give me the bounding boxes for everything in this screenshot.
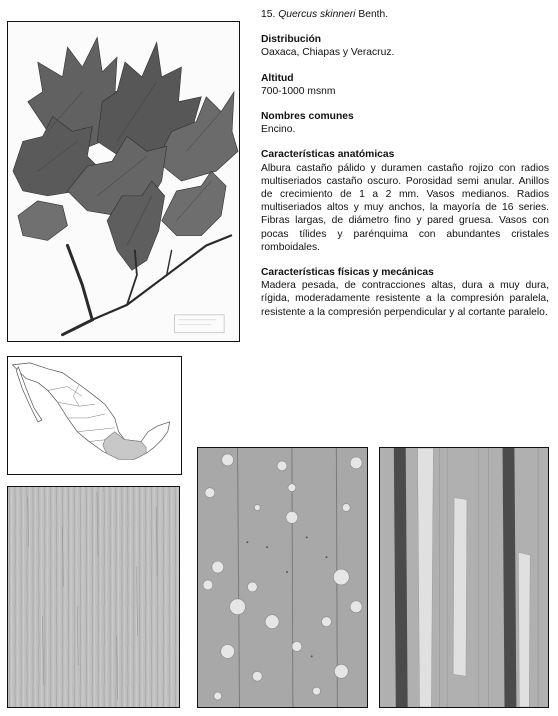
herbarium-specimen-image — [7, 21, 240, 342]
physical-heading: Características físicas y mecánicas — [261, 267, 434, 279]
anatomical-text: Albura castaño pálido y duramen castaño rojizo con radios multiseriados castaño oscuro. Porosidad semi anular. Anillos de crecimiento de 1 a 2 mm. Vasos medianos. Radios multiseriados altos y muy anchos, la mayoría de 16 series. Fibras largas, de diámetro fino y pared gruesa. Vasos con pocas tílides y parénquima con abundantes cristales romboidales. — [261, 162, 549, 253]
distribution-map — [7, 356, 182, 475]
tangential-texture — [8, 487, 179, 707]
species-number: 15. — [261, 9, 276, 20]
species-name: Quercus skinneri — [278, 9, 356, 20]
mexico-map-illustration — [8, 357, 181, 474]
distribution-text: Oaxaca, Chiapas y Veracruz. — [261, 47, 395, 59]
species-title — [261, 8, 549, 21]
altitude-heading: Altitud — [261, 72, 294, 84]
transverse-texture — [198, 448, 367, 707]
anatomical-heading: Características anatómicas — [261, 149, 395, 161]
common-names-text: Encino. — [261, 124, 296, 136]
radial-texture — [380, 448, 548, 707]
physical-text: Madera pesada, de contracciones altas, dura a muy dura, rígida, moderadamente resistente a la compresión paralela, resistente a la compresión perpendicular y al cortante paralelo. — [261, 280, 549, 318]
species-author: Benth. — [358, 9, 389, 20]
common-names-heading: Nombres comunes — [261, 111, 354, 123]
wood-transverse-image — [197, 447, 368, 708]
leaf-illustration — [8, 22, 239, 341]
species-description — [261, 8, 549, 319]
altitude-text: 700-1000 msnm — [261, 85, 336, 97]
wood-tangential-image — [7, 486, 180, 708]
distribution-heading: Distribución — [261, 34, 322, 46]
wood-radial-image — [379, 447, 549, 708]
